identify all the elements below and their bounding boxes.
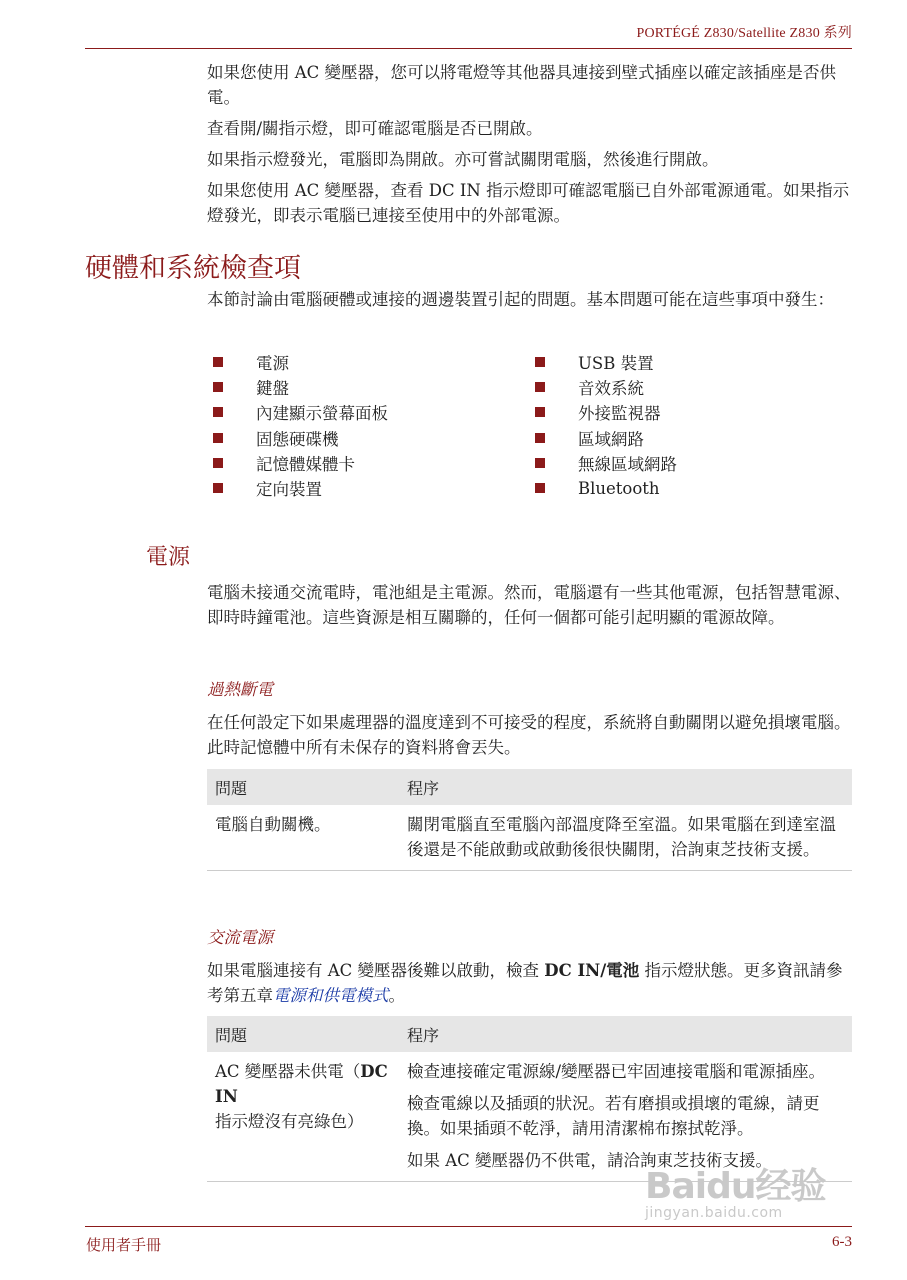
- table-row: [207, 805, 852, 871]
- bullet-square-icon: [213, 357, 223, 367]
- list-item: 外接監視器: [535, 400, 677, 425]
- bullet-column-left: [213, 349, 388, 501]
- bullet-square-icon: [213, 407, 223, 417]
- power-intro: 電腦未接通交流電時，電池組是主電源。然而，電腦還有一些其他電源，包括智慧電源、即時時鐘電池。這些資源是相互關聯的，任何一個都可能引起明顯的電源故障。: [207, 583, 851, 627]
- intro-paragraph: 如果指示燈發光，電腦即為開啟。亦可嘗試關閉電腦，然後進行開啟。: [207, 150, 719, 169]
- list-item: 鍵盤: [213, 374, 388, 399]
- list-item: 固態硬碟機: [213, 425, 388, 450]
- list-item: 記憶體媒體卡: [213, 450, 388, 475]
- list-item: 內建顯示螢幕面板: [213, 400, 388, 425]
- list-item: 電源: [213, 349, 388, 374]
- bullet-square-icon: [213, 458, 223, 468]
- column-header-problem: 問題: [207, 769, 399, 805]
- bullet-square-icon: [535, 483, 545, 493]
- ac-text: 如果電腦連接有 AC 變壓器後難以啟動，檢查 DC IN/電池 指示燈狀態。更多資訊請參考第五章電源和供電模式。: [207, 961, 843, 1005]
- overheat-table: [207, 769, 852, 871]
- procedure-cell: 檢查連接確定電源線/變壓器已牢固連接電腦和電源插座。 檢查電線以及插頭的狀況。若有磨損或損壞的電線，請更換。如果插頭不乾淨，請用清潔棉布擦拭乾淨。 如果 AC 變壓器仍不供電，請洽詢東芝技術支援。: [399, 1052, 852, 1182]
- bullet-square-icon: [213, 382, 223, 392]
- list-item: 區域網路: [535, 425, 677, 450]
- bullet-square-icon: [213, 433, 223, 443]
- bullet-square-icon: [535, 458, 545, 468]
- bullet-square-icon: [535, 407, 545, 417]
- intro-paragraph: 如果您使用 AC 變壓器，您可以將電燈等其他器具連接到壁式插座以確定該插座是否供電。: [207, 63, 837, 107]
- watermark: Baidu经验 jingyan.baidu.com: [645, 1166, 826, 1221]
- list-item: USB 裝置: [535, 349, 677, 374]
- list-item: Bluetooth: [535, 475, 677, 500]
- overheat-text: 在任何設定下如果處理器的溫度達到不可接受的程度，系統將自動關閉以避免損壞電腦。此時記憶體中所有未保存的資料將會丟失。: [207, 713, 851, 757]
- section-heading: 硬體和系統檢查項: [85, 253, 301, 284]
- page-number: 6-3: [832, 1234, 852, 1250]
- problem-cell: 電腦自動關機。: [207, 805, 399, 871]
- section-intro: 本節討論由電腦硬體或連接的週邊裝置引起的問題。基本問題可能在這些事項中發生：: [207, 290, 834, 309]
- ac-heading: 交流電源: [207, 928, 273, 947]
- overheat-heading: 過熱斷電: [207, 680, 273, 699]
- footer-rule: [85, 1226, 852, 1227]
- subsection-heading-power: 電源: [146, 545, 191, 570]
- list-item: 無線區域網路: [535, 450, 677, 475]
- column-header-procedure: 程序: [399, 1016, 852, 1052]
- bullet-square-icon: [535, 382, 545, 392]
- intro-block: [207, 60, 852, 228]
- header-rule: [85, 48, 852, 49]
- bullet-square-icon: [535, 433, 545, 443]
- bullet-square-icon: [213, 483, 223, 493]
- bullet-column-right: [535, 349, 677, 501]
- chapter-link[interactable]: 電源和供電模式: [273, 986, 389, 1005]
- column-header-procedure: 程序: [399, 769, 852, 805]
- running-header: PORTÉGÉ Z830/Satellite Z830 系列: [636, 26, 852, 41]
- list-item: 音效系統: [535, 374, 677, 399]
- intro-paragraph: 如果您使用 AC 變壓器，查看 DC IN 指示燈即可確認電腦已自外部電源通電。如果指示燈發光，即表示電腦已連接至使用中的外部電源。: [207, 181, 850, 225]
- procedure-cell: 關閉電腦直至電腦內部溫度降至室溫。如果電腦在到達室溫後還是不能啟動或啟動後很快關閉，洽詢東芝技術支援。: [399, 805, 852, 871]
- bullet-square-icon: [535, 357, 545, 367]
- footer-title: 使用者手冊: [86, 1236, 162, 1254]
- column-header-problem: 問題: [207, 1016, 399, 1052]
- list-item: 定向裝置: [213, 475, 388, 500]
- problem-cell: AC 變壓器未供電（DC IN 指示燈沒有亮綠色）: [207, 1052, 399, 1182]
- intro-paragraph: 查看開/關指示燈，即可確認電腦是否已開啟。: [207, 119, 543, 138]
